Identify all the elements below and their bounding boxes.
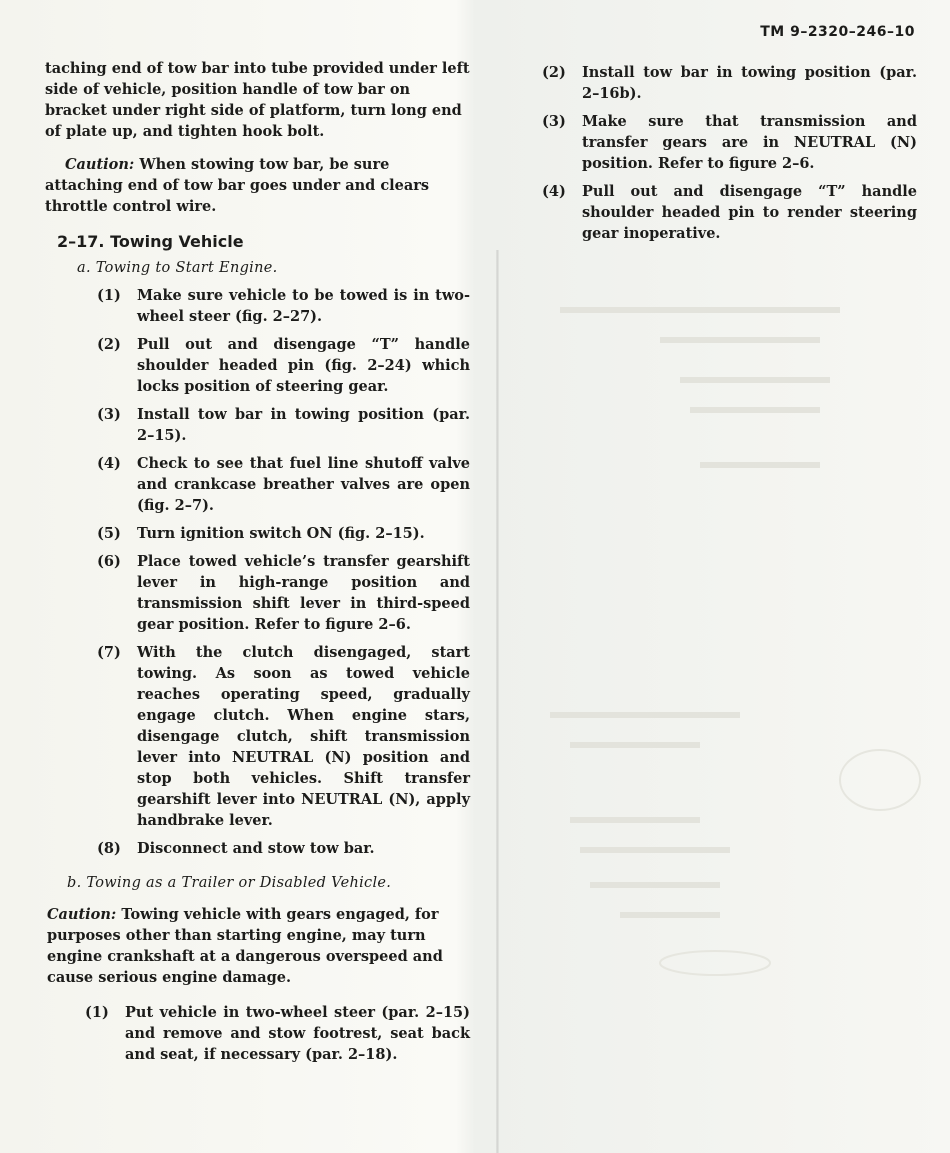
document-id-header: TM 9–2320–246–10: [760, 24, 915, 40]
list-item: [542, 181, 917, 244]
section-heading: [57, 231, 470, 252]
list-item: [97, 404, 470, 446]
item-text: Pull out and disengage “T” handle shoulder headed pin to render steering gear inoperative.: [582, 183, 917, 242]
right-column: [542, 62, 917, 251]
caution-text: When stowing tow bar, be sure attaching end of tow bar goes under and clears throttle control wire.: [45, 156, 430, 215]
caution-label: Caution:: [47, 906, 117, 923]
section-number: 2–17.: [57, 232, 105, 251]
list-item: [97, 453, 470, 516]
list-item: [542, 62, 917, 104]
item-text: Put vehicle in two-wheel steer (par. 2–15) and remove and stow footrest, seat back and seat, if necessary (par. 2–18).: [125, 1004, 470, 1063]
item-text: Turn ignition switch ON (fig. 2–15).: [137, 525, 425, 542]
item-text: Make sure that transmission and transfer gears are in NEUTRAL (N) position. Refer to figure 2–6.: [582, 113, 917, 172]
list-item: [97, 551, 470, 635]
subsection-b-title: b. Towing as a Trailer or Disabled Vehicle.: [67, 875, 392, 891]
steps-list-a: [97, 285, 470, 859]
subsection-a-title: a. Towing to Start Engine.: [77, 260, 278, 276]
item-number: (4): [542, 183, 566, 200]
list-item: [97, 642, 470, 831]
item-text: Pull out and disengage “T” handle shoulder headed pin (fig. 2–24) which locks position of steering gear.: [137, 336, 470, 395]
list-item: [97, 523, 470, 544]
item-text: Make sure vehicle to be towed is in two-wheel steer (fig. 2–27).: [137, 287, 470, 325]
list-item: [85, 1002, 470, 1065]
page-gutter: [496, 250, 499, 1153]
item-text: Install tow bar in towing position (par. 2–16b).: [582, 64, 917, 102]
list-item: [97, 334, 470, 397]
item-text: Install tow bar in towing position (par. 2–15).: [137, 406, 470, 444]
item-number: (2): [97, 336, 121, 353]
item-text: Place towed vehicle’s transfer gearshift lever in high-range position and transmission shift lever in third-speed gear position. Refer to figure 2–6.: [137, 553, 470, 633]
caution-paragraph-1: [45, 154, 470, 217]
item-number: (5): [97, 525, 121, 542]
caution-paragraph-2: [47, 904, 470, 988]
item-number: (3): [97, 406, 121, 423]
steps-list-b-continued: [542, 62, 917, 244]
steps-list-b: [85, 1002, 470, 1065]
list-item: [97, 838, 470, 859]
section-title: Towing Vehicle: [110, 232, 244, 251]
intro-paragraph: taching end of tow bar into tube provided under left side of vehicle, position handle of tow bar on bracket under right side of platform, turn long end of plate up, and tighten hook bolt.: [45, 60, 470, 140]
list-item: [542, 111, 917, 174]
bleed-through-shadow: [500, 260, 950, 1153]
item-number: (6): [97, 553, 121, 570]
list-item: [97, 285, 470, 327]
item-number: (8): [97, 840, 121, 857]
caution-label: Caution:: [65, 156, 135, 173]
item-number: (1): [97, 287, 121, 304]
item-number: (4): [97, 455, 121, 472]
item-number: (1): [85, 1004, 109, 1021]
left-column: [45, 58, 470, 1072]
item-number: (3): [542, 113, 566, 130]
caution-text: Towing vehicle with gears engaged, for purposes other than starting engine, may turn engine crankshaft at a dangerous overspeed and cause serious engine damage.: [47, 906, 443, 986]
item-text: Check to see that fuel line shutoff valve and crankcase breather valves are open (fig. 2–7).: [137, 455, 470, 514]
item-number: (7): [97, 644, 121, 661]
item-text: With the clutch disengaged, start towing. As soon as towed vehicle reaches operating speed, gradually engage clutch. When engine stars, disengage clutch, shift transmission lever into NEUTRAL (N) position and stop both vehicles. Shift transfer gearshift lever into NEUTRAL (N), apply handbrake lever.: [137, 644, 470, 829]
item-number: (2): [542, 64, 566, 81]
item-text: Disconnect and stow tow bar.: [137, 840, 375, 857]
